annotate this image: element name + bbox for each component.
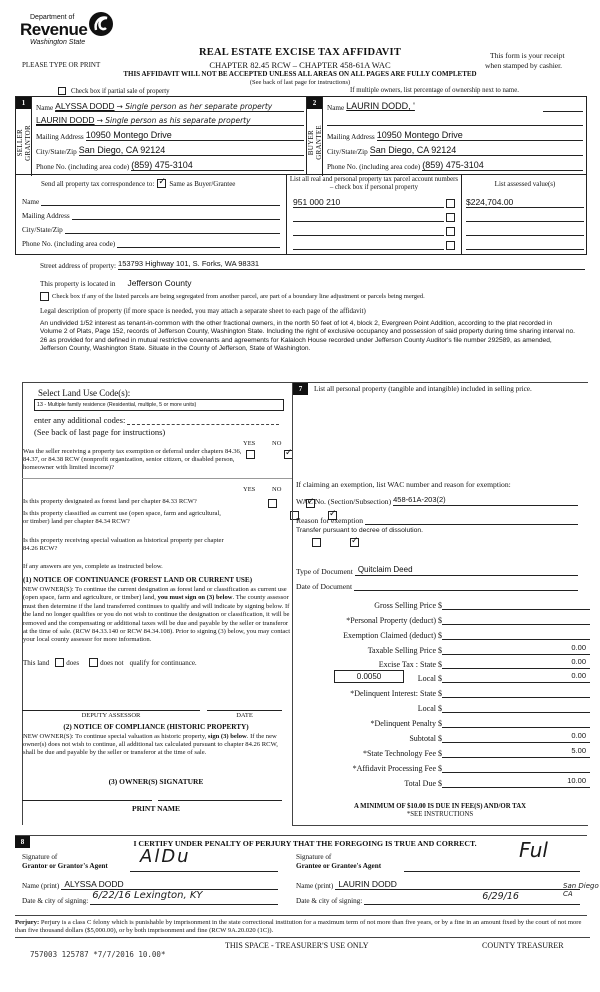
buyer-city-label: City/State/Zip [327,148,368,156]
buyer-side-label [307,109,322,176]
corr-name-field[interactable] [41,195,280,206]
section-7-badge: 7 [293,383,308,395]
grantee-sig-label: Signature of Grantee or Grantee's Agent [296,853,382,870]
buyer-mailing-label: Mailing Address [327,133,375,141]
buyer-phone-field[interactable]: (859) 475-3104 [422,160,583,171]
see-instructions-note: *SEE INSTRUCTIONS [406,811,474,818]
parcel-number-field[interactable] [293,211,444,222]
exemption-label: If claiming an exemption, list WAC number and reason for exemption: [296,480,511,489]
does-qualify-checkbox[interactable] [55,658,64,667]
assessed-value-field[interactable] [466,239,584,250]
land-use-label: Select Land Use Code(s): [38,388,131,398]
buyer-label: BUYER [306,129,315,156]
corr-name-label: Name [22,198,40,206]
buyer-city-field[interactable]: San Diego, CA 92124 [370,145,583,156]
multiple-owners-note: If multiple owners, list percentage of ownership next to name. [350,87,519,94]
exemption-question: Was the seller receiving a property tax exemption or deferral under chapters 84.36, 84.37, or 84.38 RCW (nonprofit organization, senior citizen, or disabled person, homeowner with limited income)? [23,448,242,471]
section-2-badge: 2 [307,97,322,109]
grantor-sig-label: Signature of Grantor or Grantor's Agent [22,853,108,870]
seller-name-row [36,101,304,112]
assessor-date-label: DATE [236,712,253,719]
grantor-date-field[interactable]: 6/22/16 Lexington, KY [90,894,278,905]
does-not-qualify-checkbox[interactable] [89,658,98,667]
section-8-badge: 8 [15,836,30,848]
seller-name-1-field[interactable]: ALYSSA DODD → Single person as her separate property [55,101,304,112]
amount-row-taxable-selling-price: Taxable Selling Price $ 0.00 [300,642,590,655]
doc-date-row [296,580,578,591]
land-use-instructions: (See back of last page for instructions) [34,427,166,437]
correspondence-header [41,179,235,188]
grantee-name-row [296,879,580,890]
doc-type-label: Type of Document [296,567,353,576]
doc-type-field[interactable]: Quitclaim Deed [355,565,578,576]
form-title: REAL ESTATE EXCISE TAX AFFIDAVIT [198,47,402,58]
notice-continuance-text: NEW OWNER(S): To continue the current designation as forest land or classification as current use (open space, farm and agriculture, or timber) land, you must sign on (3) below. The county assessor must then determine if the land transferred continues to qualify and will indicate by signing below. If the land no longer qualifies or you do not wish to continue the designation or classification, it will be removed and the compensating or additional taxes will be due and payable by the seller or transferor at the time of sale. (RCW 84.33.140 or RCW 84.34.108). Prior to signing (3) below, you may contact your local county assessor for more information. [23,586,291,644]
if-yes-note: If any answers are yes, complete as instructed below. [23,563,163,570]
grantor-date-row [22,890,278,905]
legal-description-label: Legal description of property (if more space is needed, you may attach a separate sheet to each page of the affidavit) [40,307,366,315]
notice-compliance-text: NEW OWNER(S): To continue special valuation as historic property, sign (3) below. If the new owner(s) does not wish to continue, all additional tax calculated pursuant to chapter 84.26 RCW, shall be due and payable by the seller or transferor at the time of sale. [23,733,278,756]
doc-type-row [296,565,578,576]
buyer-name-2-row [327,115,583,126]
buyer-phone-row [327,160,583,171]
amount-row-gross-selling-price: Gross Selling Price $ [300,597,590,610]
wac-label: WAC No. (Section/Subsection) [296,497,392,506]
gross-selling-price-field[interactable] [442,598,590,610]
parcel-number-field[interactable] [293,239,444,250]
grantee-date-row [296,891,580,905]
amount-row-personal-property: *Personal Property (deduct) $ [300,612,590,625]
grantor-signature-field[interactable] [130,846,278,872]
same-as-buyer-checkbox[interactable] [157,179,166,188]
corr-phone-row [22,237,280,248]
parcel-row [293,225,455,236]
corr-parcel-divider [286,175,287,255]
buyer-ownership-pct-field[interactable] [543,101,583,112]
seller-mailing-label: Mailing Address [36,133,84,141]
buyer-city-row [327,145,583,156]
subtotal-field[interactable]: 0.00 [442,731,590,743]
personal-property-checkbox[interactable] [446,241,455,250]
amount-row-affidavit-processing-fee: *Affidavit Processing Fee $ [300,760,590,773]
deputy-assessor-label: DEPUTY ASSESSOR [81,712,141,719]
corr-phone-field[interactable] [117,237,280,248]
seller-name-2-field[interactable]: LAURIN DODD → Single person as his separate property [36,115,304,126]
receipt-note-1: This form is your receipt [490,51,565,60]
parcel-number-field[interactable] [293,225,444,236]
forest-land-question: Is this property designated as forest land per chapter 84.33 RCW? [23,498,197,505]
street-address-label: Street address of property: [40,262,117,270]
please-type-or-print: PLEASE TYPE OR PRINT [22,61,101,69]
buyer-name-2-field[interactable] [327,115,583,126]
buyer-phone-label: Phone No. (including area code) [327,163,421,171]
affidavit-processing-fee-field[interactable] [442,761,590,773]
acceptance-warning: THIS AFFIDAVIT WILL NOT BE ACCEPTED UNLESS ALL AREAS ON ALL PAGES ARE FULLY COMPLETED [123,70,477,78]
grantee-signature: Ful [519,838,548,862]
local-rate-box[interactable]: 0.0050 [334,670,404,683]
amount-row-delinquent-penalty: *Delinquent Penalty $ [300,715,590,728]
seller-section [15,96,307,175]
notice-compliance-title: (2) NOTICE OF COMPLIANCE (HISTORIC PROPERTY) [63,723,249,731]
reason-label: Reason for exemption [296,516,364,525]
corr-phone-label: Phone No. (including area code) [22,240,116,248]
seller-phone-row [36,160,304,171]
buyer-name-row [327,101,583,112]
parcel-header: List all real and personal property tax parcel account numbers – check box if personal property [289,176,459,191]
doc-date-field[interactable] [354,580,578,591]
wac-field[interactable]: 458-61A-203(2) [393,495,578,506]
reason-value[interactable]: Transfer pursuant to decree of dissolution. [296,527,424,534]
does-not-label: does not [100,658,124,667]
legal-description-text[interactable]: An undivided 1/52 interest as tenant-in-common with the other fractional owners, in the north 50 feet of lot 4, block 2, Evergreen Point Addition, according to the plat recorded in Volume 2 of Plats, Page 152, records of Jefferson County, Washington State. Including the right of exclusive occupancy and possession of said property during time sharing interval no. 26 as provided for and defined in mutual restrictive covenants and agreements for Kalaloch House recorded under Jefferson County Auditor's file number 292589, as amended, Jefferson County, Washington State. Situate in the County of Jefferson, State of Washington. [40,320,576,352]
seller-label: SELLER [15,128,24,157]
continuance-row [23,658,197,667]
section-1-badge: 1 [16,97,31,109]
correspondence-parcel-section [15,175,587,255]
grantor-label: GRANTOR [23,124,32,161]
land-use-select[interactable]: 13 - Multiple family residence (Residential, multiple, 5 or more units) [34,399,284,411]
street-address-field[interactable]: 153793 Highway 101, S. Forks, WA 98331 [118,259,585,270]
corr-mailing-field[interactable] [72,209,280,220]
divider-line [22,478,292,479]
current-use-question: Is this property classified as current use (open space, farm and agricultural, or timber) land per chapter 84.34 RCW? [23,510,221,525]
logo-line-revenue: Revenue [20,20,88,39]
treasurer-stamp: 757003 125787 *7/7/2016 10.00* [30,950,166,959]
segregated-row [40,292,425,301]
parcel-row [293,239,455,250]
receipt-note-2: when stamped by cashier. [485,61,563,70]
seller-side-label [16,109,31,176]
additional-codes-row [34,414,279,425]
instructions-note: (See back of last page for instructions) [249,79,351,86]
certify-statement: I CERTIFY UNDER PENALTY OF PERJURY THAT THE FOREGOING IS TRUE AND CORRECT. [133,839,477,848]
grantee-city: San Diego CA [563,882,599,898]
logo-line-state: Washington State [30,39,86,46]
owner-signature-label: (3) OWNER(S) SIGNATURE [108,777,204,786]
reason-row [296,514,578,525]
owner-signature-line-right[interactable] [158,800,282,801]
county-row [40,278,192,288]
print-name-label: PRINT NAME [132,804,180,813]
grantor-name-field[interactable]: ALYSSA DODD [61,879,278,890]
yes-header-2: YES [243,486,256,493]
county-label: This property is located in [40,280,116,288]
this-land-label: This land [23,658,50,667]
exemption-yes-checkbox[interactable] [246,450,255,459]
grantee-name-label: Name (print) [296,882,334,890]
seller-city-field[interactable]: San Diego, CA 92124 [79,145,304,156]
seller-mailing-row [36,130,304,141]
street-address-row [40,259,585,270]
grantee-date-label: Date & city of signing: [296,897,363,905]
grantee-name-field[interactable]: LAURIN DODD [335,879,580,890]
seller-name-2-row [36,115,304,126]
grantee-signature-field[interactable] [404,838,580,872]
doc-date-label: Date of Document [296,582,353,591]
partial-sale-checkbox[interactable] [58,87,66,95]
corr-city-row [22,223,280,234]
treasurer-use-label: THIS SPACE - TREASURER'S USE ONLY [225,941,369,950]
county-value: Jefferson County [127,278,192,288]
dor-swirl-logo-icon [88,10,114,38]
amount-row-exemption-claimed: Exemption Claimed (deduct) $ [300,627,590,640]
seller-phone-label: Phone No. (including area code) [36,163,130,171]
partial-sale-row [58,87,170,95]
assessed-value-field[interactable]: $224,704.00 [466,197,584,208]
correspondence-label: Send all property tax correspondence to: [41,179,155,188]
parcel-row [293,197,455,208]
buyer-mailing-field[interactable]: 10950 Montego Drive [377,130,583,141]
amount-row-excise-tax-local: Local $ 0.00 [300,670,590,683]
delinquent-interest-local-field[interactable] [442,701,590,713]
total-due-field[interactable]: 10.00 [442,776,590,788]
grantee-label: GRANTEE [314,125,323,160]
forest-land-yes-checkbox[interactable] [268,499,277,508]
assessed-value-field[interactable] [466,211,584,222]
grantor-signature: AlDu [140,846,191,867]
excise-tax-state-field[interactable]: 0.00 [442,657,590,669]
owner-signature-line-left[interactable] [22,800,152,801]
perjury-notice: Perjury: Perjury is a class C felony which is punishable by imprisonment in the state correctional institution for a maximum term of not more than five years, or by a fine in an amount fixed by the court of not more than five thousand dollars ($5,000.00), or by both imprisonment and fine (RCW 9A.20.020 (1C)). [15,919,590,938]
reason-field[interactable] [365,514,578,525]
grantee-date-field[interactable]: 6/29/16 [364,894,580,905]
same-as-buyer-label: Same as Buyer/Grantee [169,179,236,188]
assessor-date-line[interactable] [207,710,282,711]
no-header-2: NO [272,486,282,493]
delinquent-interest-state-field[interactable] [442,686,590,698]
seller-city-label: City/State/Zip [36,148,77,156]
amount-row-state-technology-fee: *State Technology Fee $ 5.00 [300,745,590,758]
personal-property-checkbox[interactable] [446,213,455,222]
amount-row-excise-tax-state: Excise Tax : State $ 0.00 [300,656,590,669]
seller-name-label: Name [36,104,54,112]
amount-row-subtotal: Subtotal $ 0.00 [300,730,590,743]
personal-property-checkbox[interactable] [446,227,455,236]
corr-mailing-label: Mailing Address [22,212,70,220]
parcel-row [293,211,455,222]
historical-question: Is this property receiving special valuation as historical property per chapter 84.26 RCW? [23,537,224,552]
exemption-claimed-field[interactable] [442,628,590,640]
corr-city-field[interactable] [65,223,280,234]
additional-codes-label: enter any additional codes: [34,415,126,425]
buyer-name-label: Name [327,104,345,112]
logo-line-department: Department of [30,14,75,21]
buyer-section [307,96,587,175]
county-treasurer-label: COUNTY TREASURER [482,941,564,950]
notice-continuance-title: (1) NOTICE OF CONTINUANCE (FOREST LAND OR CURRENT USE) [23,576,253,584]
segregated-checkbox[interactable] [40,292,49,301]
amount-row-delinquent-interest-local: Local $ [300,700,590,713]
personal-property-deduct-field[interactable] [442,613,590,625]
buyer-name-field[interactable]: LAURIN DODD, ' [346,101,415,111]
minimum-due-note: A MINIMUM OF $10.00 IS DUE IN FEE(S) AND/OR TAX [353,803,527,810]
excise-tax-local-field[interactable]: 0.00 [442,671,590,683]
grantor-name-row [22,879,278,890]
yes-header-1: YES [243,440,256,447]
taxable-selling-price-field[interactable]: 0.00 [442,643,590,655]
personal-property-area[interactable] [300,410,580,470]
partial-sale-label: Check box if partial sale of property [71,87,170,95]
corr-city-label: City/State/Zip [22,226,63,234]
delinquent-penalty-field[interactable] [442,716,590,728]
does-label: does [66,658,80,667]
grantor-date-label: Date & city of signing: [22,897,89,905]
segregated-label: Check box if any of the listed parcels are being segregated from another parcel, are part of a boundary line adjustment or parcels being merged. [52,293,425,300]
corr-mailing-row [22,209,280,220]
additional-codes-field[interactable] [127,414,279,425]
buyer-mailing-row [327,130,583,141]
qualify-label: qualify for continuance. [129,658,197,667]
deputy-assessor-signature-line[interactable] [22,710,200,711]
amount-row-delinquent-interest-state: *Delinquent Interest: State $ [300,685,590,698]
amount-row-total-due: Total Due $ 10.00 [300,775,590,788]
no-header-1: NO [272,440,282,447]
personal-property-label: List all personal property (tangible and intangible) included in selling price. [314,385,532,393]
assessed-header: List assessed value(s) [494,180,556,188]
corr-name-row [22,195,280,206]
parcel-number-field[interactable]: 951 000 210 [293,197,444,208]
seller-city-row [36,145,304,156]
seller-mailing-field[interactable]: 10950 Montego Drive [86,130,304,141]
personal-property-checkbox[interactable] [446,199,455,208]
state-technology-fee-field[interactable]: 5.00 [442,746,590,758]
wac-row [296,495,578,506]
seller-phone-field[interactable]: (859) 475-3104 [131,160,304,171]
form-subtitle: CHAPTER 82.45 RCW – CHAPTER 458-61A WAC [209,60,391,70]
grantor-name-label: Name (print) [22,882,60,890]
assessed-value-field[interactable] [466,225,584,236]
